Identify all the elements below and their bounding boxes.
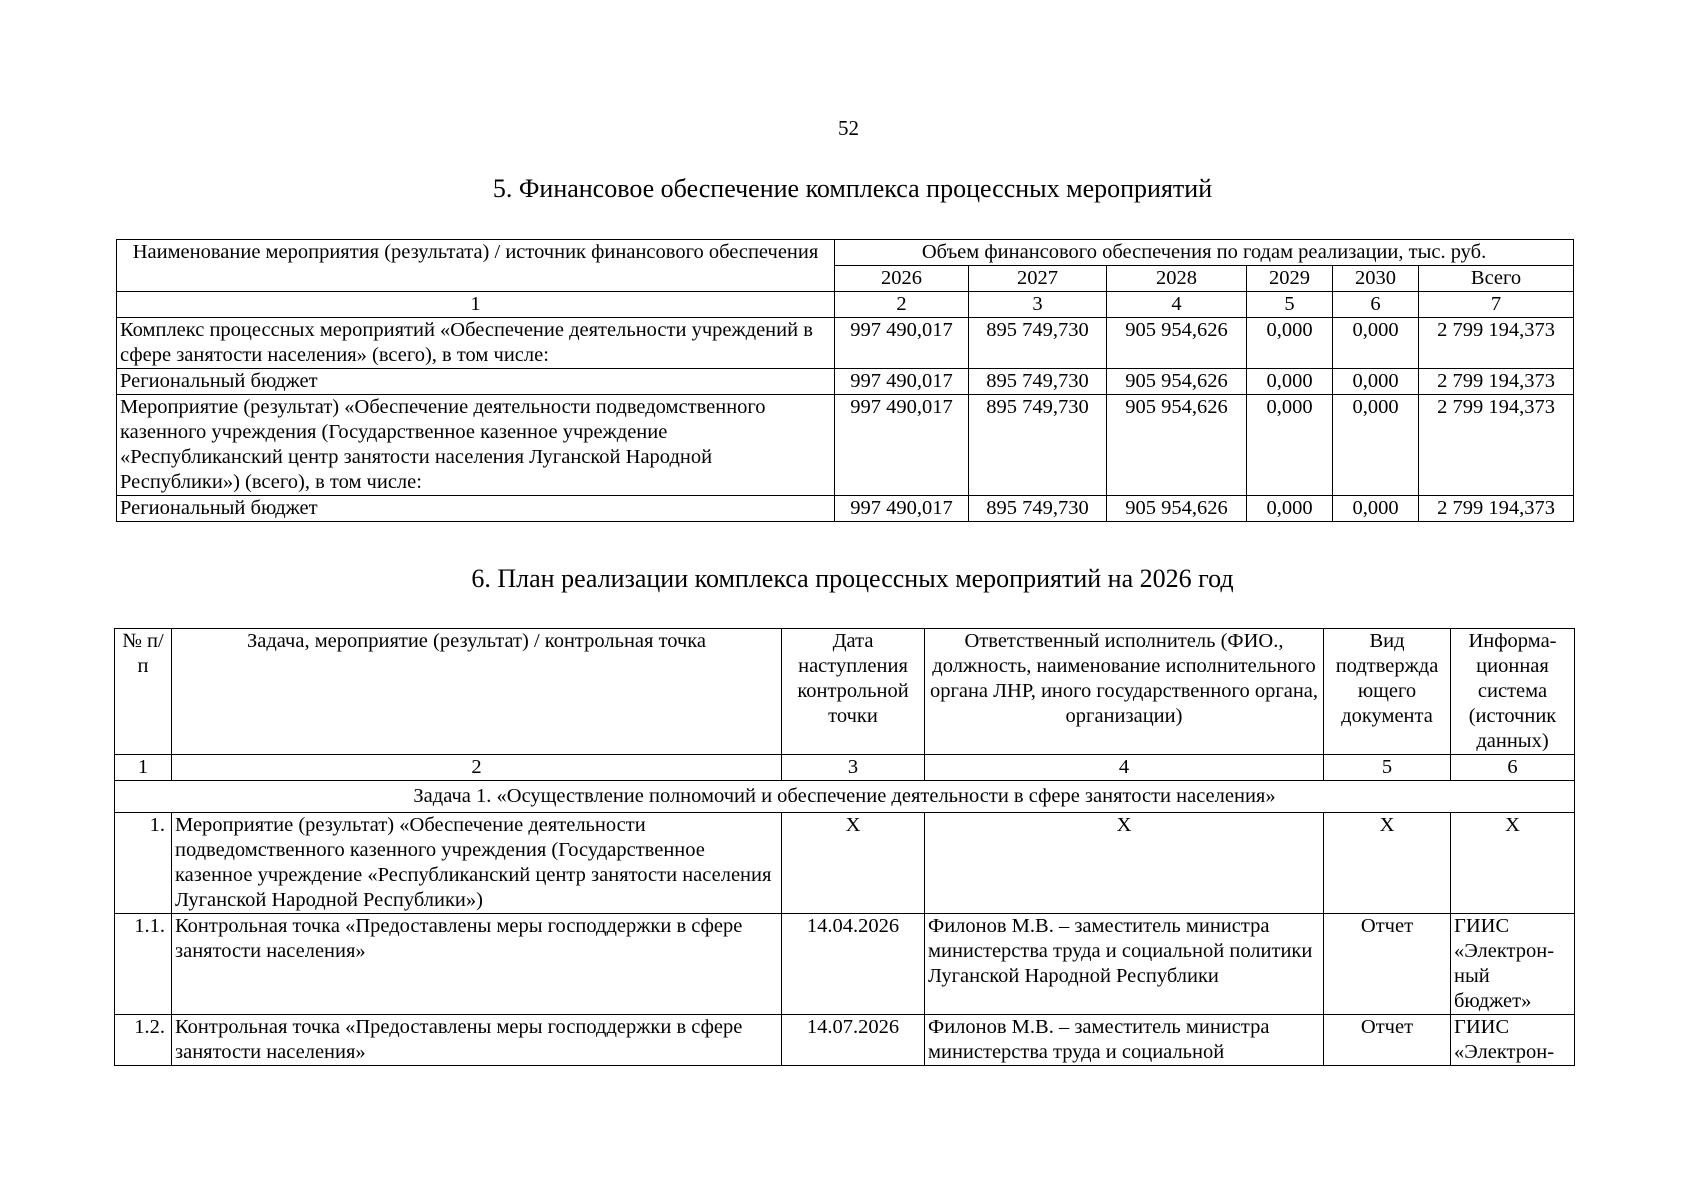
plan-row-responsible: Филонов М.В. – заместитель министра министерства труда и социальной политики Луганской Народной Республики [925, 914, 1324, 1015]
table-row [117, 395, 1574, 496]
plan-col-number: 6 [1451, 755, 1575, 781]
plan-header-date: Дата наступления контрольной точки [782, 629, 925, 755]
fin-cell: 905 954,626 [1107, 395, 1247, 496]
plan-row-system: ГИИС «Электрон-ный бюджет» [1451, 914, 1575, 1015]
fin-cell: 905 954,626 [1107, 369, 1247, 395]
plan-row-responsible: X [925, 813, 1324, 914]
plan-header-doc: Вид подтвержда ющего документа [1324, 629, 1451, 755]
plan-row-system: ГИИС «Электрон- [1451, 1015, 1575, 1066]
fin-row-name: Комплекс процессных мероприятий «Обеспечение деятельности учреждений в сфере занятости населения» (всего), в том числе: [117, 318, 835, 369]
fin-row-name: Региональный бюджет [117, 496, 835, 522]
fin-cell: 905 954,626 [1107, 496, 1247, 522]
fin-cell: 997 490,017 [835, 369, 969, 395]
table-row [115, 813, 1575, 914]
fin-header-total: Всего [1419, 266, 1574, 292]
fin-cell-total: 2 799 194,373 [1419, 318, 1574, 369]
fin-cell: 0,000 [1247, 496, 1333, 522]
table-row [117, 369, 1574, 395]
fin-cell: 0,000 [1247, 369, 1333, 395]
table-row [117, 496, 1574, 522]
plan-table [114, 628, 1575, 1066]
table-row [115, 1015, 1575, 1066]
fin-cell: 905 954,626 [1107, 318, 1247, 369]
fin-col-number: 2 [835, 292, 969, 318]
fin-header-year: 2026 [835, 266, 969, 292]
plan-row-doc: Отчет [1324, 914, 1451, 1015]
fin-col-number: 4 [1107, 292, 1247, 318]
fin-header-name: Наименование мероприятия (результата) / источник финансового обеспечения [117, 240, 835, 292]
plan-header-num: № п/п [115, 629, 172, 755]
plan-col-number: 3 [782, 755, 925, 781]
plan-col-number: 5 [1324, 755, 1451, 781]
plan-row-date: 14.07.2026 [782, 1015, 925, 1066]
fin-cell: 895 749,730 [969, 318, 1107, 369]
fin-col-number: 5 [1247, 292, 1333, 318]
fin-col-number: 7 [1419, 292, 1574, 318]
plan-row-date: X [782, 813, 925, 914]
fin-cell: 997 490,017 [835, 318, 969, 369]
plan-header-system: Информа-ционная система (источник данных) [1451, 629, 1575, 755]
fin-row-name: Региональный бюджет [117, 369, 835, 395]
fin-header-year: 2030 [1333, 266, 1419, 292]
fin-cell: 0,000 [1333, 318, 1419, 369]
financial-table [116, 239, 1574, 522]
plan-row-num: 1. [115, 813, 172, 914]
table-row [117, 318, 1574, 369]
fin-cell: 0,000 [1333, 395, 1419, 496]
plan-row-date: 14.04.2026 [782, 914, 925, 1015]
table-row [115, 914, 1575, 1015]
fin-cell-total: 2 799 194,373 [1419, 496, 1574, 522]
fin-cell: 0,000 [1333, 496, 1419, 522]
page-number: 52 [838, 116, 859, 140]
plan-row-responsible: Филонов М.В. – заместитель министра министерства труда и социальной [925, 1015, 1324, 1066]
plan-row-doc: Отчет [1324, 1015, 1451, 1066]
fin-cell: 997 490,017 [835, 395, 969, 496]
fin-header-year: 2029 [1247, 266, 1333, 292]
plan-col-number: 2 [172, 755, 782, 781]
fin-cell: 0,000 [1333, 369, 1419, 395]
task-1-heading: Задача 1. «Осуществление полномочий и обеспечение деятельности в сфере занятости населения» [115, 781, 1575, 813]
fin-col-number: 6 [1333, 292, 1419, 318]
plan-row-name: Мероприятие (результат) «Обеспечение деятельности подведомственного казенного учреждения (Государственное казенное учреждение «Республиканский центр занятости населения Луганской Народной Республики») [172, 813, 782, 914]
fin-cell: 895 749,730 [969, 395, 1107, 496]
plan-header-task: Задача, мероприятие (результат) / контрольная точка [172, 629, 782, 755]
fin-cell-total: 2 799 194,373 [1419, 369, 1574, 395]
plan-col-number: 4 [925, 755, 1324, 781]
fin-cell: 895 749,730 [969, 496, 1107, 522]
fin-header-volume: Объем финансового обеспечения по годам реализации, тыс. руб. [835, 240, 1574, 266]
plan-row-name: Контрольная точка «Предоставлены меры господдержки в сфере занятости населения» [172, 1015, 782, 1066]
plan-row-doc: X [1324, 813, 1451, 914]
plan-row-num: 1.2. [115, 1015, 172, 1066]
fin-col-number: 3 [969, 292, 1107, 318]
fin-cell: 0,000 [1247, 318, 1333, 369]
fin-header-year: 2028 [1107, 266, 1247, 292]
fin-cell: 997 490,017 [835, 496, 969, 522]
section-6-title: 6. План реализации комплекса процессных мероприятий на 2026 год [471, 564, 1234, 593]
fin-cell: 895 749,730 [969, 369, 1107, 395]
section-5-title: 5. Финансовое обеспечение комплекса процессных мероприятий [492, 174, 1213, 203]
plan-row-num: 1.1. [115, 914, 172, 1015]
fin-cell: 0,000 [1247, 395, 1333, 496]
plan-col-number: 1 [115, 755, 172, 781]
plan-row-system: X [1451, 813, 1575, 914]
plan-row-name: Контрольная точка «Предоставлены меры господдержки в сфере занятости населения» [172, 914, 782, 1015]
fin-header-year: 2027 [969, 266, 1107, 292]
fin-row-name: Мероприятие (результат) «Обеспечение деятельности подведомственного казенного учреждения (Государственное казенное учреждение «Республиканский центр занятости населения Луганской Народной Республики») (всего), в том числе: [117, 395, 835, 496]
fin-col-number: 1 [117, 292, 835, 318]
fin-cell-total: 2 799 194,373 [1419, 395, 1574, 496]
plan-header-responsible: Ответственный исполнитель (ФИО., должность, наименование исполнительного органа ЛНР, иного государственного органа, организации) [925, 629, 1324, 755]
